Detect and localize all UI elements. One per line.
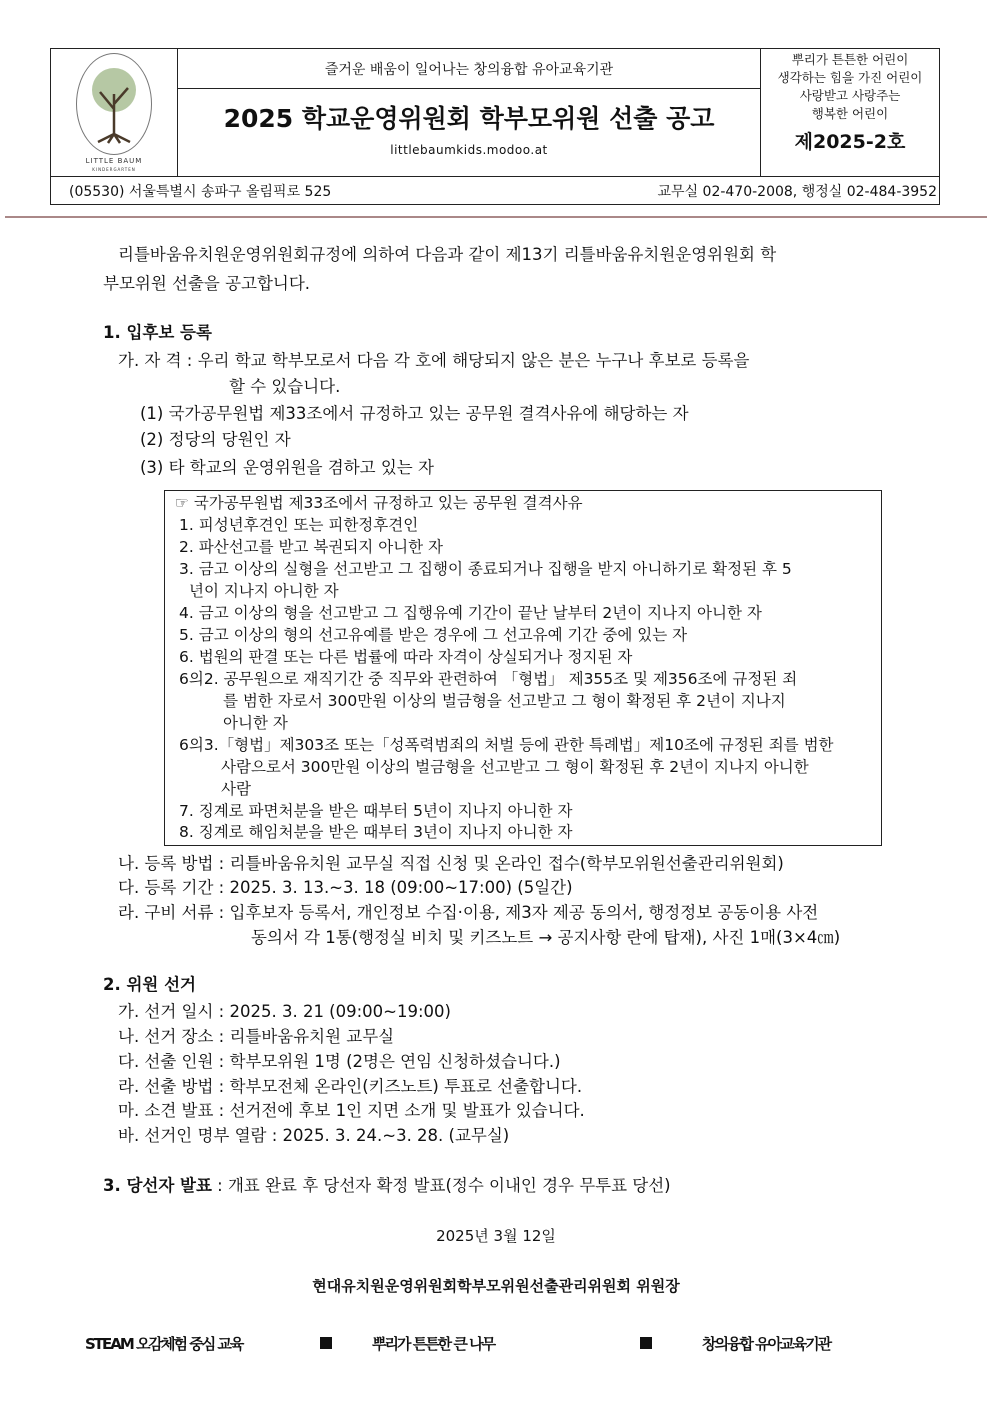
- intro-line: 부모위원 선출을 공고합니다.: [103, 274, 311, 293]
- slogan: 즐거운 배움이 일어나는 창의융합 유아교육기관: [178, 49, 761, 89]
- letterhead: [50, 48, 940, 205]
- separator-square: [640, 1337, 652, 1349]
- intro-line: 리틀바움유치원운영위원회규정에 의하여 다음과 같이 제13기 리틀바움유치원운영위원회 학: [118, 245, 777, 264]
- section-heading: 2. 위원 선거: [103, 975, 196, 994]
- footer-text: STEAM 오감체험 중심 교육: [85, 1335, 243, 1353]
- issue-number: 제2025-2호: [794, 131, 906, 153]
- notice-date: 2025년 3월 12일: [436, 1227, 556, 1245]
- divider: [5, 216, 987, 218]
- address: (05530) 서울특별시 송파구 올림픽로 525: [69, 183, 332, 200]
- separator-square: [320, 1337, 332, 1349]
- signature: 현대유치원운영위원회학부모위원선출관리위원회 위원장: [312, 1277, 680, 1295]
- footer-text: 뿌리가 튼튼한 큰 나무: [372, 1335, 495, 1353]
- motto: 뿌리가 튼튼한 어린이 생각하는 힘을 가진 어린이 사랑받고 사랑주는 행복한 어린이 제2025-2호: [761, 49, 939, 176]
- disqualification-box: ☞ 국가공무원법 제33조에서 규정하고 있는 공무원 결격사유 1. 피성년후견인 또는 피한정후견인 2. 파산선고를 받고 복권되지 아니한 자 3. 금고 이상의 실형을 선고받고 그 집행이 종료되거나 집행을 받지 아니하기로 확정된 후 5 년이 지나지 아니한 자 4. 금고 이상의 형을 선고받고 그 집행유예 기간이 끝난 날부터 2년이 지나지 아니한 자 5. 금고 이상의 형의 선고유예를 받은 경우에 그 선고유예 기간 중에 있는 자 6. 법원의 판결 또는 다른 법률에 따라 자격이 상실되거나 정지된 자 6의2. 공무원으로 재직기간 중 직무와 관련하여 「형법」 제355조 및 제356조에 규정된 죄 를 범한 자로서 300만원 이상의 벌금형을 선고받고 그 형이 확정된 후 2년이 지나지 아니한 자 6의3.「형법」제303조 또는「성폭력범죄의 처벌 등에 관한 특례법」제10조에 규정된 죄를 범한 사람으로서 300만원 이상의 벌금형을 선고받고 그 형이 확정된 후 2년이 지나지 아니한 사람 7. 징계로 파면처분을 받은 때부터 5년이 지나지 아니한 자 8. 징계로 해임처분을 받은 때부터 3년이 지나지 아니한 자: [164, 490, 882, 846]
- website-url: littlebaumkids.modoo.at: [390, 143, 548, 157]
- page-title: 2025 학교운영위원회 학부모위원 선출 공고: [223, 104, 715, 133]
- logo: LITTLE BAUM KINDERGARTEN: [51, 49, 178, 176]
- section-heading: 3. 당선자 발표: [103, 1176, 212, 1195]
- phone: 교무실 02-470-2008, 행정실 02-484-3952: [657, 183, 937, 200]
- tree-icon: [76, 53, 152, 155]
- footer-text: 창의융합 유아교육기관: [702, 1335, 831, 1353]
- section-heading: 1. 입후보 등록: [103, 323, 212, 342]
